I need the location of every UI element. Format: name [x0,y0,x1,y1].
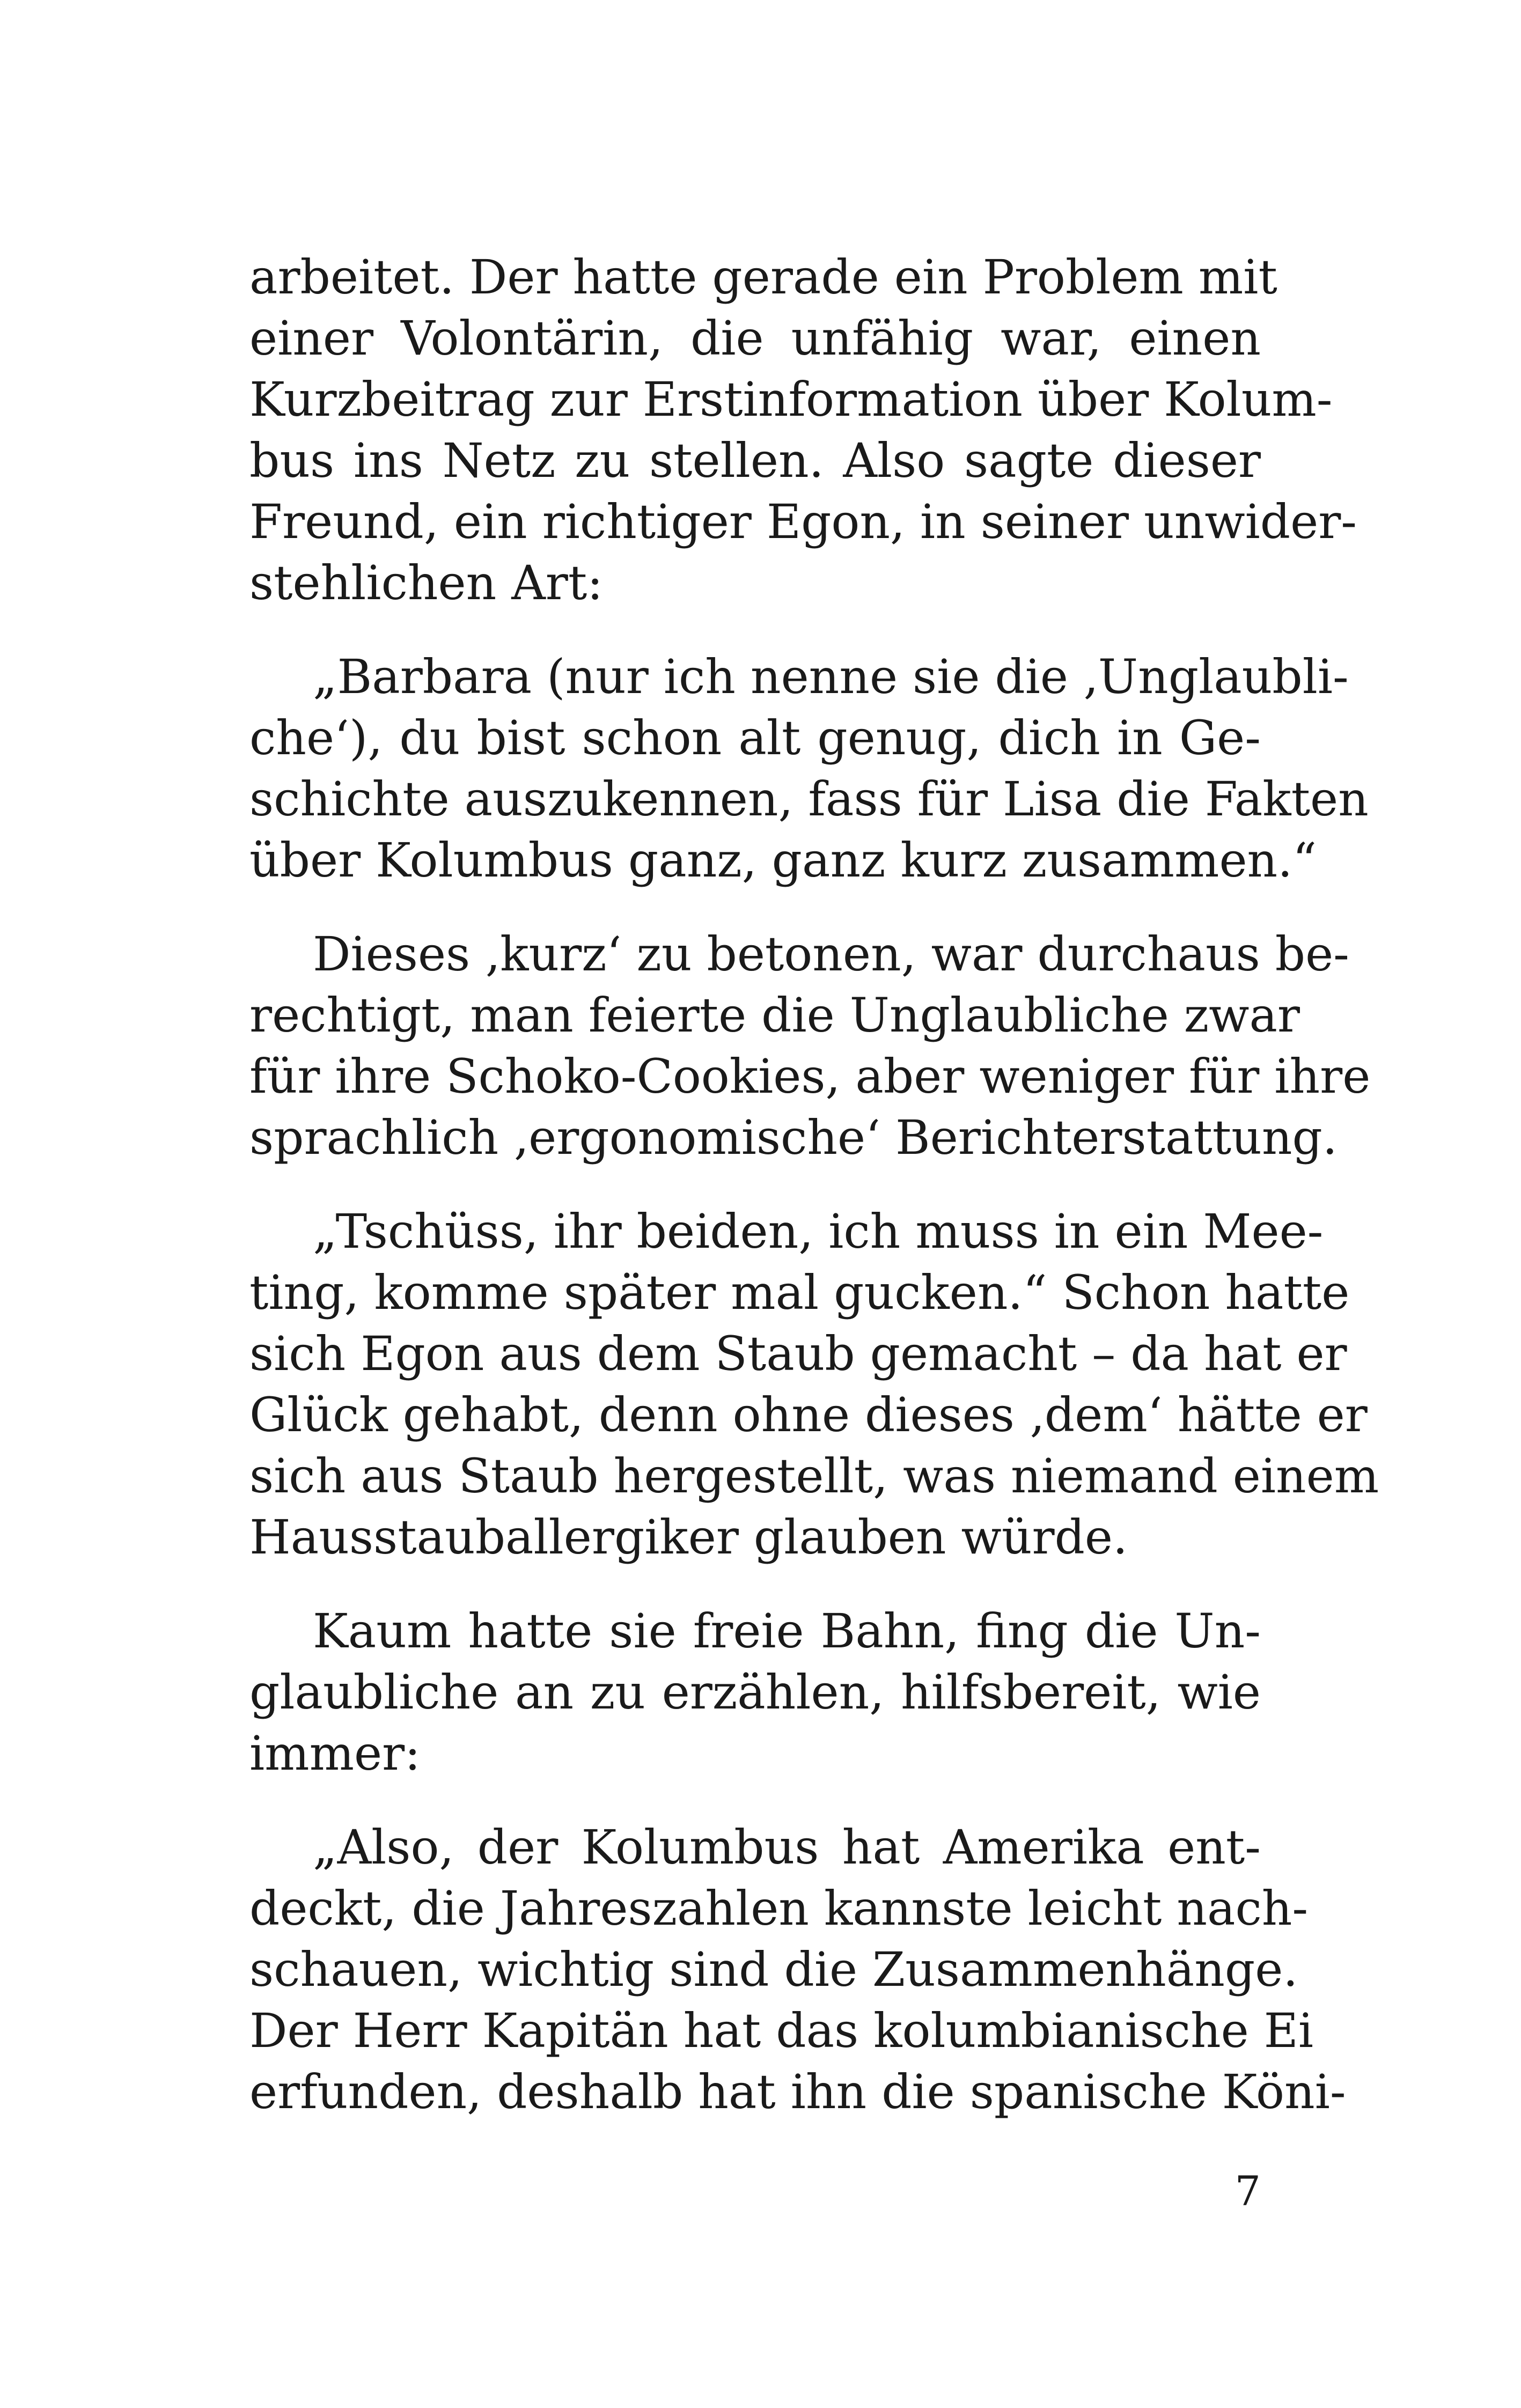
paragraph-3 [249,924,1371,1168]
text-line: rechtigt, man feierte die Unglaubliche zwar [249,988,1300,1043]
text-line: Der Herr Kapitän hat das kolumbianische Ei [249,2003,1314,2058]
text-line: bus ins Netz zu stellen. Also sagte dieser [249,433,1261,488]
text-line: Kaum hatte sie freie Bahn, fing die Un- [313,1603,1261,1659]
text-line: Freund, ein richtiger Egon, in seiner unwider- [249,494,1357,549]
text-line: arbeitet. Der hatte gerade ein Problem mit [249,249,1277,305]
text-line: schauen, wichtig sind die Zusammenhänge. [249,1942,1298,1997]
text-line: sich aus Staub hergestellt, was niemand einem [249,1448,1379,1504]
text-line: schichte auszukennen, fass für Lisa die Fakten [249,771,1369,827]
text-line: deckt, die Jahreszahlen kannste leicht nach- [249,1881,1309,1936]
paragraph-4 [249,1201,1379,1568]
text-line: erfunden, deshalb hat ihn die spanische Köni- [249,2064,1346,2119]
paragraph-5 [249,1601,1261,1784]
text-line: „Barbara (nur ich nenne sie die ‚Unglaubli- [313,649,1349,704]
text-line: ting, komme später mal gucken.“ Schon hatte [249,1265,1350,1320]
paragraph-2 [249,646,1369,891]
text-line: „Also, der Kolumbus hat Amerika ent- [313,1820,1261,1875]
text-line: Dieses ‚kurz‘ zu betonen, war durchaus be- [313,926,1349,982]
page-number: 7 [1235,2167,1261,2215]
text-line: stehlichen Art: [249,555,603,610]
text-line: einer Volontärin, die unfähig war, einen [249,311,1261,366]
text-line: Kurzbeitrag zur Erstinformation über Kolum- [249,372,1333,427]
text-line: Hausstauballergiker glauben würde. [249,1509,1128,1565]
text-line: sprachlich ‚ergonomische‘ Berichterstattung. [249,1110,1338,1165]
text-line: über Kolumbus ganz, ganz kurz zusammen.“ [249,833,1317,888]
text-line: „Tschüss, ihr beiden, ich muss in ein Mee- [313,1204,1324,1259]
text-line: glaubliche an zu erzählen, hilfsbereit, wie [249,1665,1261,1720]
body-text [249,247,1379,2123]
text-line: sich Egon aus dem Staub gemacht – da hat er [249,1326,1347,1381]
text-line: che‘), du bist schon alt genug, dich in Ge- [249,710,1261,765]
text-line: Glück gehabt, denn ohne dieses ‚dem‘ hätte er [249,1387,1368,1442]
paragraph-1 [249,247,1357,614]
paragraph-6 [249,1817,1346,2123]
text-line: für ihre Schoko-Cookies, aber weniger für ihre [249,1049,1371,1104]
text-line: immer: [249,1726,421,1781]
